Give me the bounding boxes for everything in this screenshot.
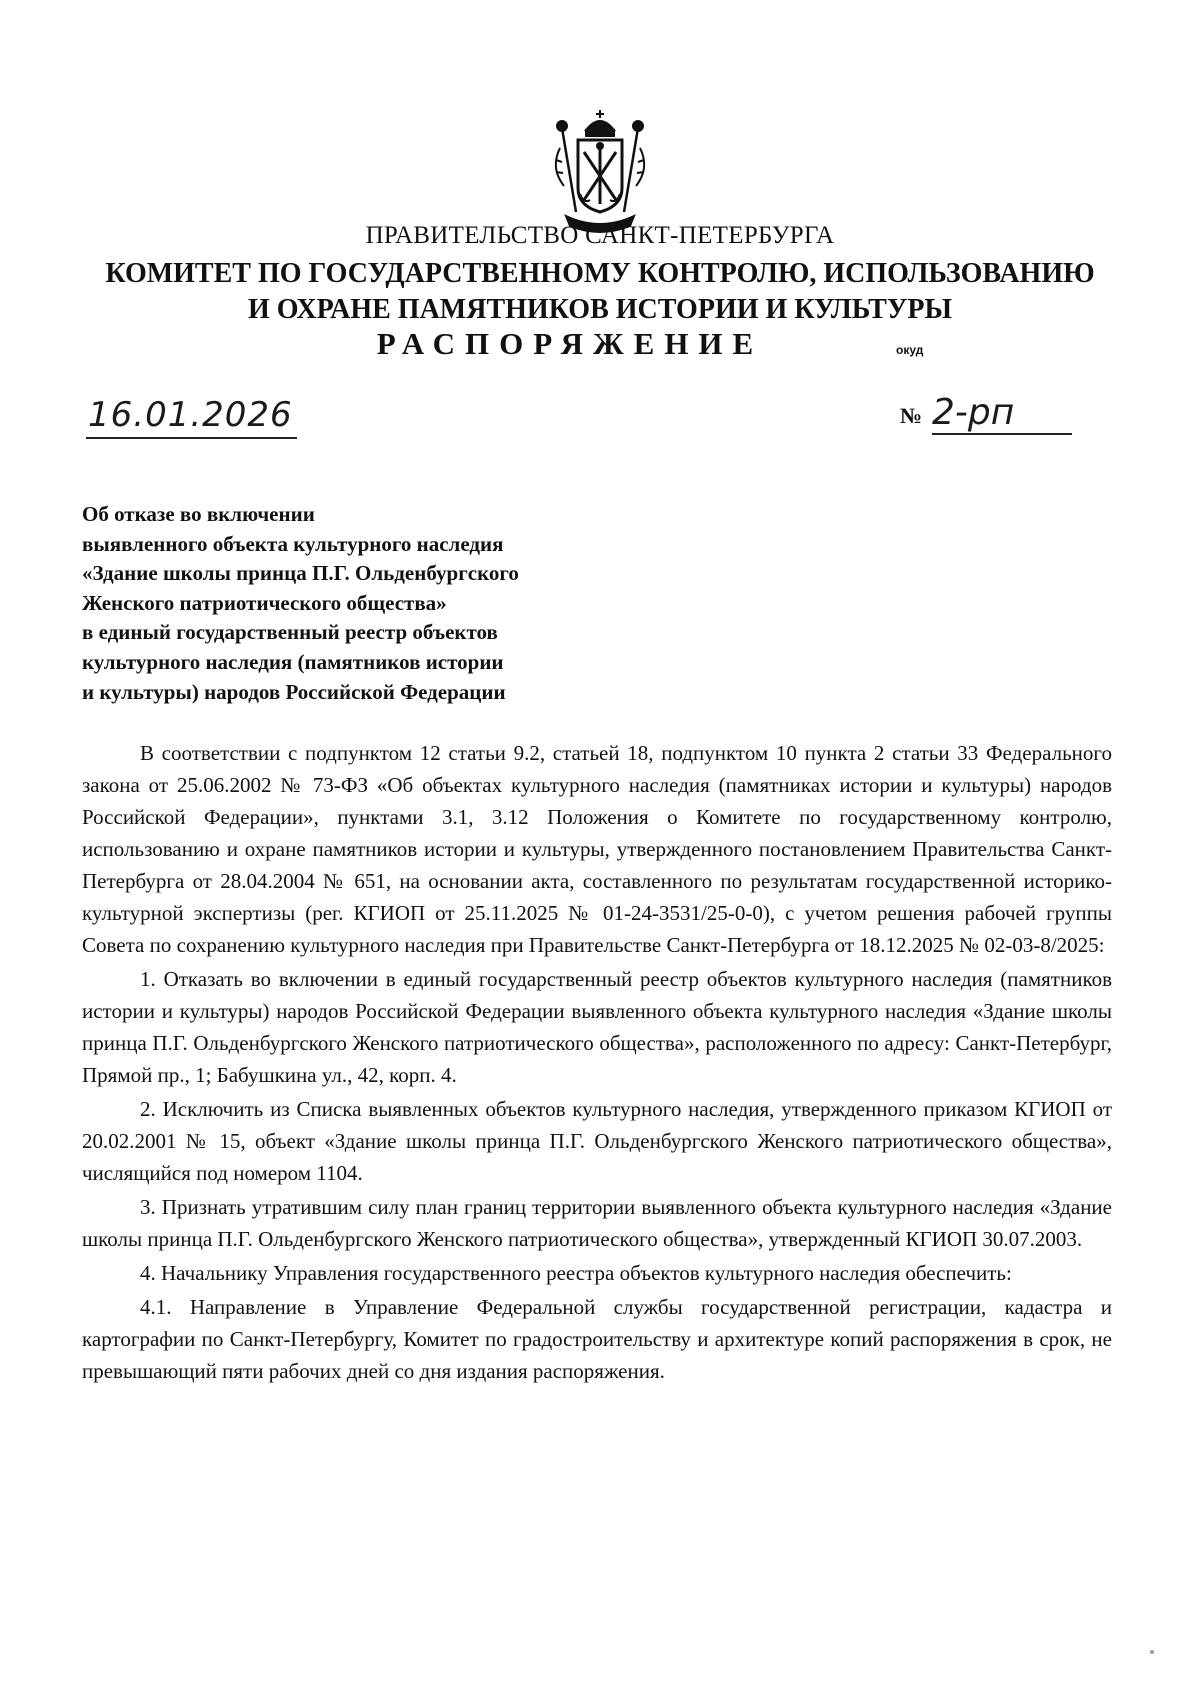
document-subject — [82, 500, 519, 707]
subject-line: Об отказе во включении — [82, 502, 315, 526]
subject-line: «Здание школы принца П.Г. Ольденбургского — [82, 561, 519, 586]
okud-label: окуд — [896, 343, 924, 357]
coat-of-arms-icon — [546, 108, 654, 234]
document-type-title: РАСПОРЯЖЕНИЕ — [376, 326, 764, 361]
number-sign: № — [900, 403, 923, 428]
subject-line: культурного наследия (памятников истории — [82, 649, 504, 674]
body-paragraph-4: 4. Начальнику Управления государственного реестра объектов культурного наследия обеспечить: — [140, 1261, 1012, 1285]
committee-line-1: КОМИТЕТ ПО ГОСУДАРСТВЕННОМУ КОНТРОЛЮ, ИСПОЛЬЗОВАНИЮ — [105, 258, 1095, 289]
number-handwritten: 2-рп — [932, 392, 1072, 435]
committee-line-2: И ОХРАНЕ ПАМЯТНИКОВ ИСТОРИИ И КУЛЬТУРЫ — [248, 294, 952, 325]
subject-line: Женского патриотического общества» — [82, 590, 447, 615]
scan-speck — [1150, 1650, 1154, 1654]
body-paragraph-4-1: 4.1. Направление в Управление Федеральной службы государственной регистрации, кадастра и картографии по Санкт-Петербургу, Комитет по градостроительству и архитектуре копий распоряжения в срок, не превышающий пяти рабочих дней со дня издания распоряжения. — [82, 1295, 1112, 1383]
government-name: ПРАВИТЕЛЬСТВО САНКТ-ПЕТЕРБУРГА — [365, 222, 835, 249]
body-paragraph-2: 2. Исключить из Списка выявленных объектов культурного наследия, утвержденного приказом КГИОП от 20.02.2001 № 15, объект «Здание школы принца П.Г. Ольденбургского Женского патриотического общества», числящийся под номером 1104. — [82, 1097, 1112, 1185]
committee-name — [0, 256, 1200, 328]
subject-line: в единый государственный реестр объектов — [82, 620, 498, 645]
subject-line: выявленного объекта культурного наследия — [82, 531, 504, 556]
subject-line: и культуры) народов Российской Федерации — [82, 679, 506, 704]
body-paragraph-3: 3. Признать утратившим силу план границ территории выявленного объекта культурного наследия «Здание школы принца П.Г. Ольденбургского Женского патриотического общества», утвержденный КГИОП 30.07.2003. — [82, 1195, 1112, 1251]
document-date: 16.01.2026 — [86, 395, 297, 439]
document-body — [82, 737, 1112, 1387]
body-paragraph-1: 1. Отказать во включении в единый государственный реестр объектов культурного наследия (памятников истории и культуры) народов Российской Федерации выявленного объекта культурного наследия «Здание школы принца П.Г. Ольденбургского Женского патриотического общества», расположенного по адресу: Санкт-Петербург, Прямой пр., 1; Бабушкина ул., 42, корп. 4. — [82, 967, 1112, 1087]
body-paragraph-preamble: В соответствии с подпунктом 12 статьи 9.2, статьей 18, подпунктом 10 пункта 2 статьи 33 Федерального закона от 25.06.2002 № 73-ФЗ «Об объектах культурного наследия (памятниках истории и культуры) народов Российской Федерации», пунктами 3.1, 3.12 Положения о Комитете по государственному контролю, использованию и охране памятников истории и культуры, утвержденного постановлением Правительства Санкт-Петербурга от 28.04.2004 № 651, на основании акта, составленного по результатам государственной историко-культурной экспертизы (рег. КГИОП от 25.11.2025 № 01-24-3531/25-0-0), с учетом решения рабочей группы Совета по сохранению культурного наследия при Правительстве Санкт-Петербурга от 18.12.2025 № 02-03-8/2025: — [82, 741, 1112, 957]
